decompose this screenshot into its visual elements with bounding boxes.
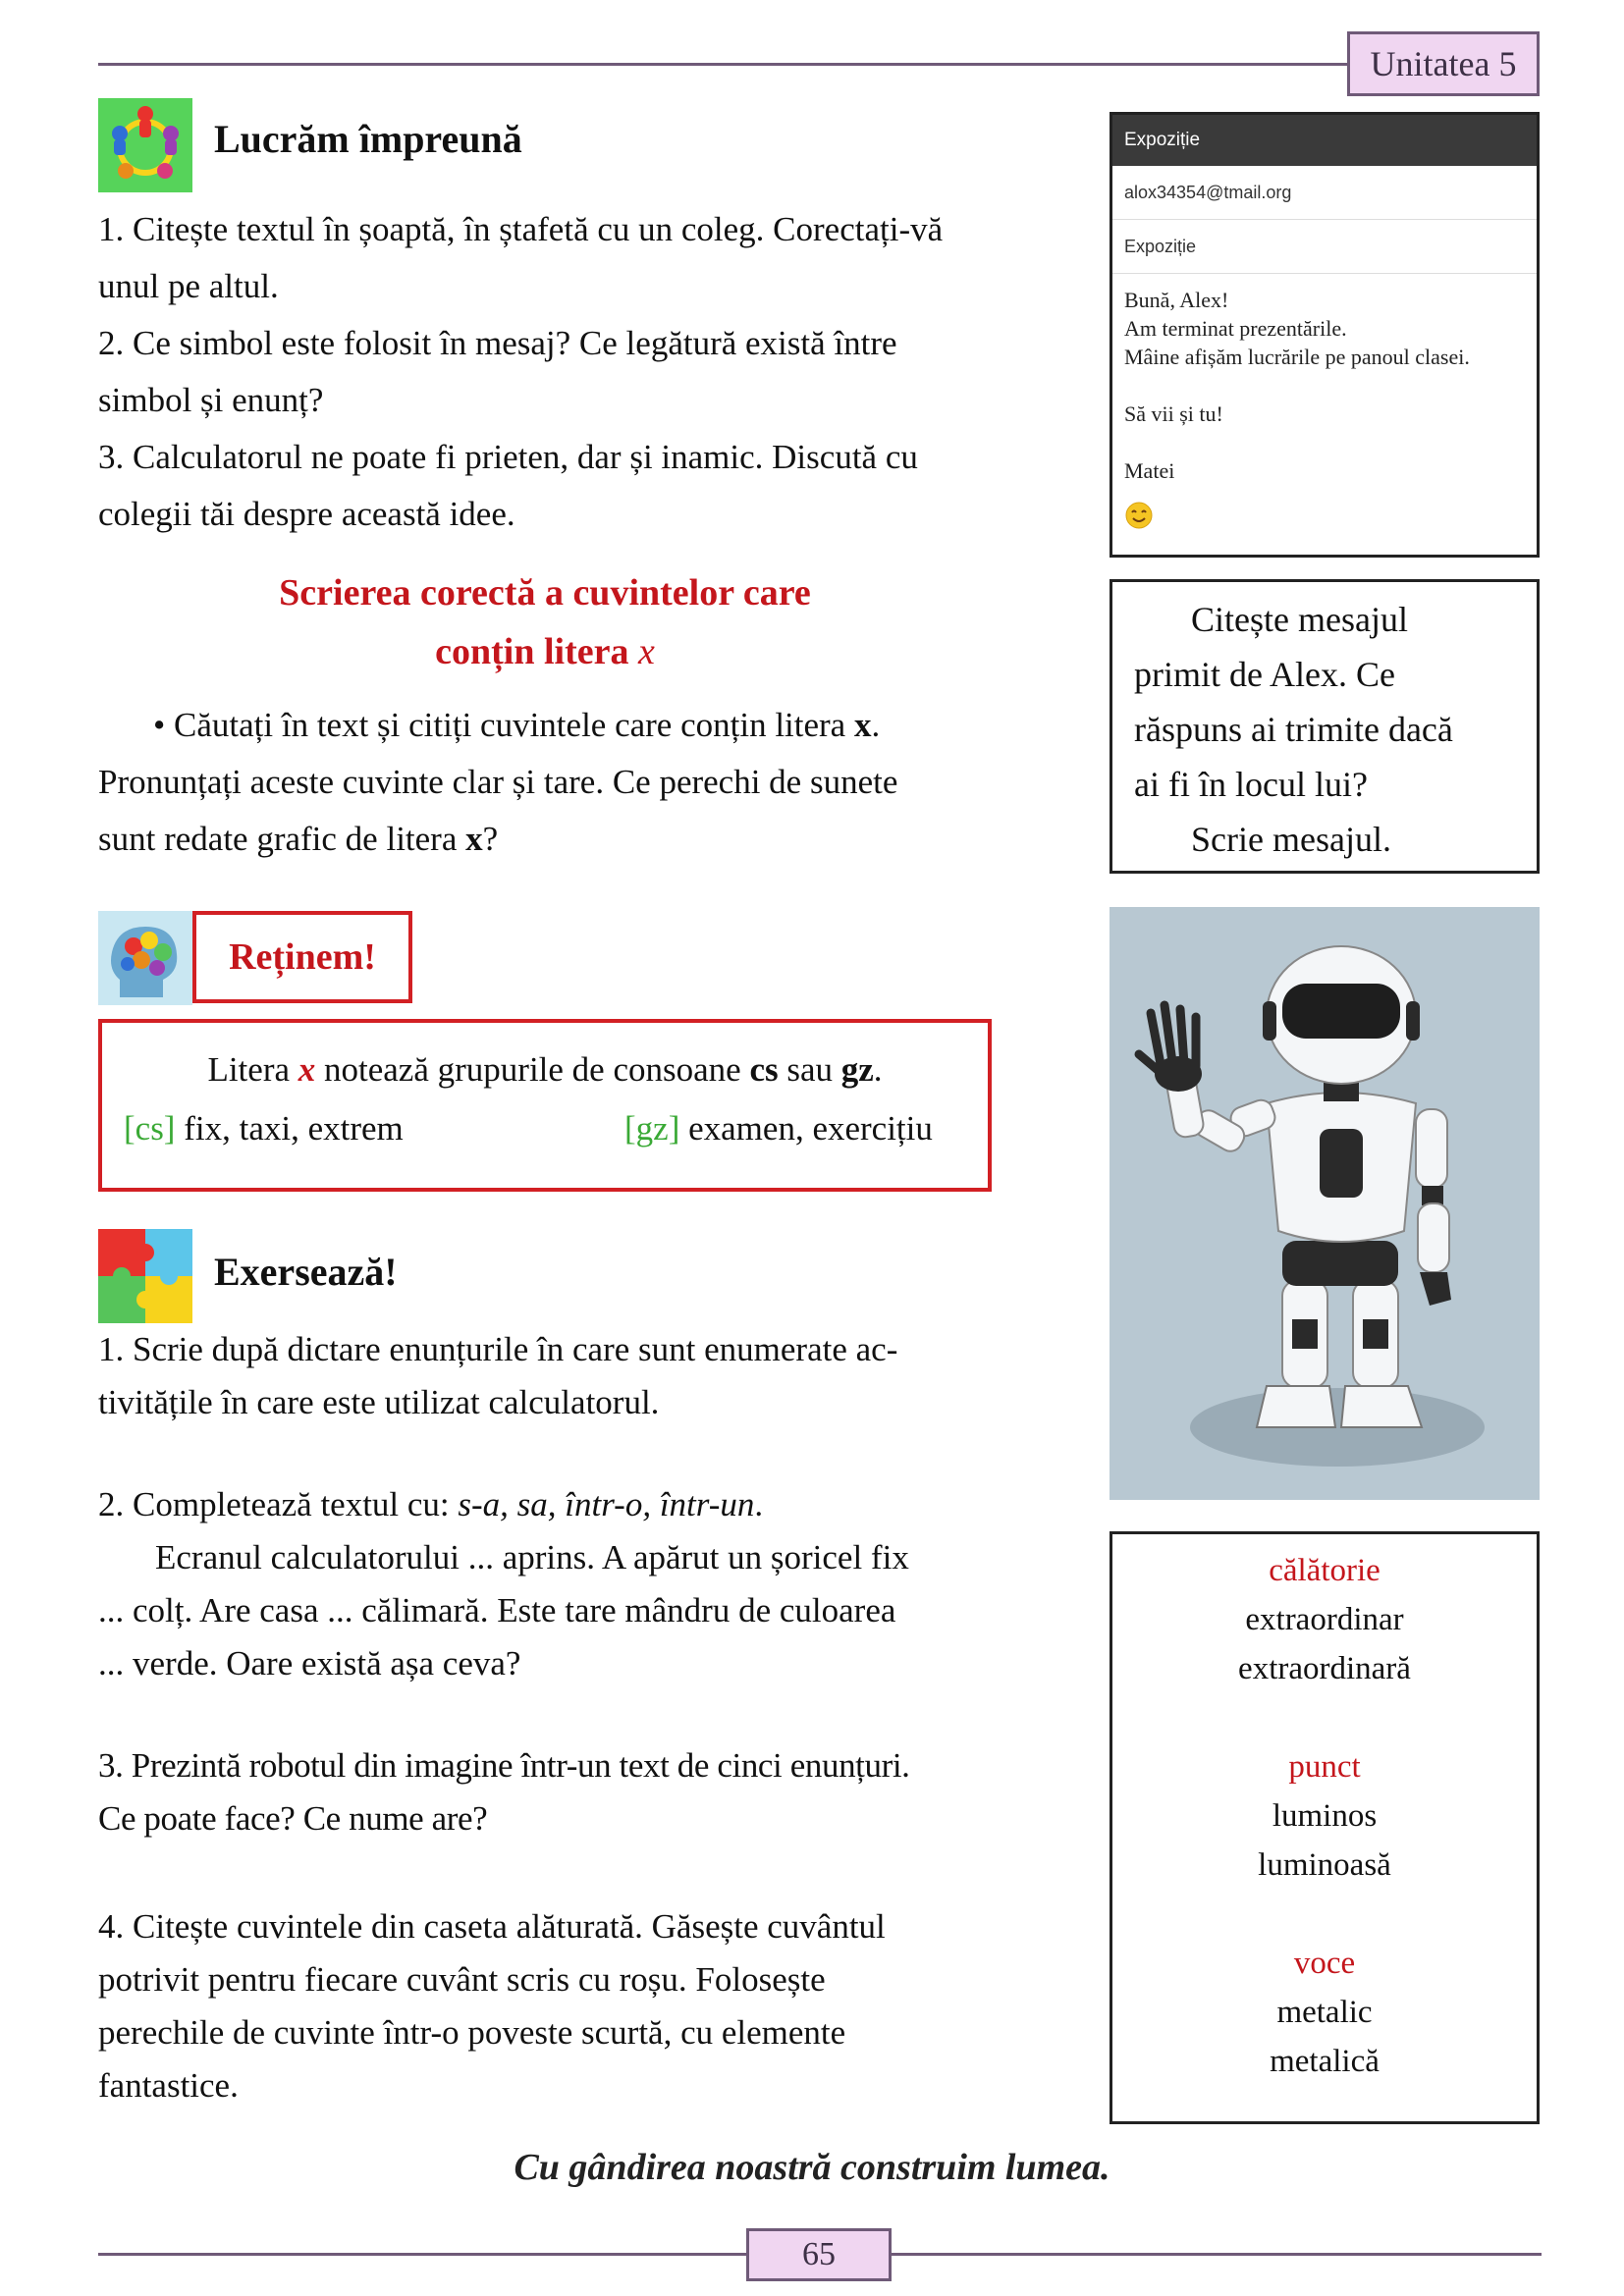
gz-group: gz [840, 1050, 874, 1089]
letter-x: x [637, 631, 655, 672]
punct: ? [482, 820, 499, 858]
bold-x: x [465, 820, 483, 858]
rule-text: sau [778, 1050, 841, 1089]
exercise-words: s-a, sa, într-o, într-un [458, 1485, 755, 1523]
email-to: alox34354@tmail.org [1112, 166, 1537, 220]
scrierea-title-line2 [98, 622, 992, 681]
gz-tag: [gz] [624, 1109, 680, 1148]
task-line: răspuns ai trimite dacă [1134, 710, 1453, 749]
cs-group: cs [749, 1050, 779, 1089]
teamwork-icon [98, 98, 192, 192]
word-red: punct [1288, 1749, 1361, 1785]
punct: . [754, 1485, 764, 1523]
puzzle-icon [98, 1229, 192, 1323]
exercise-3 [98, 1739, 1001, 1845]
exercise-line: ... verde. Oare există așa ceva? [98, 1644, 521, 1682]
exercise-line: ... colț. Are casa ... călimară. Este tare mândru de culoarea [98, 1591, 896, 1629]
word-pair: extraordinară [1238, 1651, 1411, 1686]
word-pair: metalic [1276, 1995, 1373, 2030]
email-line: Am terminat prezentările. [1124, 316, 1347, 341]
email-window [1110, 112, 1540, 558]
scrierea-title [98, 563, 992, 681]
punct: . [871, 706, 881, 744]
gz-example [624, 1109, 933, 1148]
rule-box [98, 1019, 992, 1192]
cs-words: fix, taxi, extrem [175, 1109, 404, 1148]
exercise-text: 2. Completează textul cu: [98, 1485, 459, 1523]
email-line: Bună, Alex! [1124, 288, 1229, 312]
task-line: Scrie mesajul. [1191, 820, 1391, 859]
smile-icon [1124, 501, 1525, 537]
word-pair: extraordinar [1245, 1602, 1404, 1637]
exercise-line: perechile de cuvinte într-o poveste scurtă, cu elemente [98, 2013, 846, 2052]
gz-words: examen, exercițiu [679, 1109, 933, 1148]
lucram-line: 2. Ce simbol este folosit în mesaj? Ce legătură există între [98, 324, 897, 362]
scrierea-line [98, 697, 1001, 754]
scrierea-line-text: • Căutați în text și citiți cuvintele care conțin litera [153, 706, 854, 744]
cs-tag: [cs] [124, 1109, 176, 1148]
exercise-line: Ce poate face? Ce nume are? [98, 1799, 488, 1838]
scrierea-line: Pronunțați aceste cuvinte clar și tare. Ce perechi de sunete [98, 763, 898, 801]
word-pair: luminos [1272, 1798, 1378, 1834]
task-line: Citește mesajul [1191, 600, 1408, 639]
section-title-exerseaza: Exersează! [214, 1250, 398, 1294]
scrierea-title-text: conțin litera [435, 631, 638, 672]
footer-rule-left [98, 2253, 746, 2256]
exercise-line: fantastice. [98, 2066, 239, 2105]
footer-rule-right [892, 2253, 1542, 2256]
exercise-1 [98, 1323, 1001, 1429]
exercise-line: tivitățile în care este utilizat calculatorul. [98, 1383, 660, 1421]
task-line: ai fi în locul lui? [1134, 765, 1368, 804]
cs-example [124, 1109, 404, 1148]
section-title-lucram: Lucrăm împreună [214, 117, 522, 161]
brain-icon [98, 911, 192, 1005]
scrierea-title-line1: Scrierea corectă a cuvintelor care [279, 572, 811, 614]
email-line: Mâine afișăm lucrările pe panoul clasei. [1124, 345, 1470, 369]
word-red: voce [1293, 1946, 1356, 1981]
email-line: Să vii și tu! [1124, 401, 1223, 426]
word-red: călătorie [1269, 1553, 1380, 1588]
exercise-4 [98, 1900, 1001, 2112]
exercise-line [98, 1478, 1001, 1531]
robot-image [1110, 907, 1540, 1500]
exercise-line: potrivit pentru fiecare cuvânt scris cu roșu. Folosește [98, 1960, 826, 1999]
retinem-label: Reținem! [192, 911, 412, 1003]
message-task-box [1110, 579, 1540, 874]
scrierea-line [98, 811, 1001, 868]
email-body [1112, 274, 1537, 549]
exercise-2 [98, 1478, 1001, 1690]
task-line: primit de Alex. Ce [1134, 655, 1395, 694]
word-pair: metalică [1270, 2044, 1380, 2079]
letter-x: x [298, 1050, 316, 1089]
rule-text: Litera [207, 1050, 298, 1089]
exercise-line: 3. Prezintă robotul din imagine într-un text de cinci enunțuri. [98, 1746, 910, 1785]
word-pair: luminoasă [1258, 1847, 1391, 1883]
lucram-line: colegii tăi despre această idee. [98, 495, 515, 533]
header-rule [98, 63, 1347, 66]
punct: . [873, 1050, 883, 1089]
bold-x: x [853, 706, 872, 744]
rule-text: notează grupurile de consoane [315, 1050, 750, 1089]
lucram-line: unul pe altul. [98, 267, 279, 305]
email-subject: Expoziție [1112, 220, 1537, 274]
email-header: Expoziție [1112, 115, 1537, 166]
word-groups-box [1110, 1531, 1540, 2124]
lucram-line: simbol și enunț? [98, 381, 324, 419]
lucram-text [98, 201, 1001, 543]
exercise-line: 1. Scrie după dictare enunțurile în care sunt enumerate ac- [98, 1330, 898, 1368]
unit-badge: Unitatea 5 [1347, 31, 1540, 96]
email-signature: Matei [1124, 458, 1175, 483]
page-number: 65 [746, 2228, 892, 2281]
exercise-line: Ecranul calculatorului ... aprins. A apărut un șoricel fix [155, 1538, 909, 1576]
footer-motto: Cu gândirea noastră construim lumea. [514, 2147, 1110, 2188]
lucram-line: 3. Calculatorul ne poate fi prieten, dar și inamic. Discută cu [98, 438, 918, 476]
scrierea-line-text: sunt redate grafic de litera [98, 820, 466, 858]
lucram-line: 1. Citește textul în șoaptă, în ștafetă cu un coleg. Corectați-vă [98, 210, 944, 248]
exercise-line: 4. Citește cuvintele din caseta alăturată. Găsește cuvântul [98, 1907, 886, 1946]
scrierea-text [98, 697, 1001, 868]
rule-statement [102, 1050, 988, 1090]
